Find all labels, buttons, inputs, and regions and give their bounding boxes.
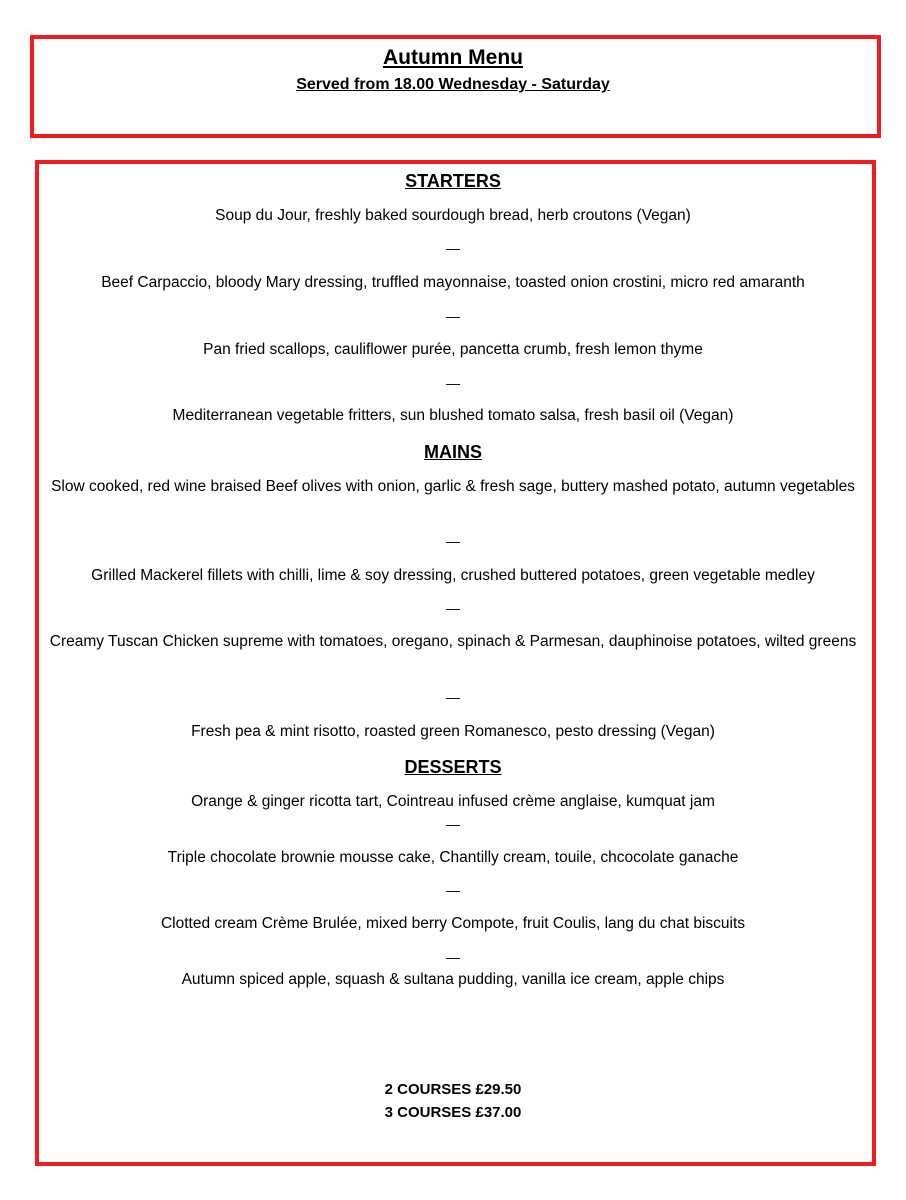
separator: — bbox=[446, 375, 460, 391]
separator: — bbox=[446, 882, 460, 898]
menu-item: Clotted cream Crème Brulée, mixed berry Compote, fruit Coulis, lang du chat biscuits bbox=[160, 915, 746, 932]
separator: — bbox=[446, 533, 460, 549]
menu-item: Pan fried scallops, cauliflower purée, pancetta crumb, fresh lemon thyme bbox=[203, 341, 703, 358]
price-three-courses: 3 COURSES £37.00 bbox=[384, 1104, 522, 1121]
menu-item: Beef Carpaccio, bloody Mary dressing, truffled mayonnaise, toasted onion crostini, micro red amaranth bbox=[101, 274, 805, 291]
separator: — bbox=[446, 600, 460, 616]
section-heading-desserts: DESSERTS bbox=[404, 757, 502, 777]
section-heading-starters: STARTERS bbox=[405, 171, 501, 191]
separator: — bbox=[446, 689, 460, 705]
menu-item: Orange & ginger ricotta tart, Cointreau infused crème anglaise, kumquat jam bbox=[191, 793, 715, 810]
separator: — bbox=[446, 240, 460, 256]
separator: — bbox=[446, 308, 460, 324]
price-two-courses: 2 COURSES £29.50 bbox=[384, 1081, 522, 1098]
menu-item: Triple chocolate brownie mousse cake, Chantilly cream, touile, chcocolate ganache bbox=[167, 849, 739, 866]
separator: — bbox=[446, 816, 460, 832]
menu-title: Autumn Menu bbox=[383, 46, 523, 69]
menu-item: Slow cooked, red wine braised Beef olives with onion, garlic & fresh sage, buttery mashed potato, autumn vegetables bbox=[51, 478, 855, 495]
menu-item: Fresh pea & mint risotto, roasted green Romanesco, pesto dressing (Vegan) bbox=[191, 723, 715, 740]
separator: — bbox=[446, 949, 460, 965]
menu-subtitle: Served from 18.00 Wednesday - Saturday bbox=[296, 76, 610, 93]
menu-item: Grilled Mackerel fillets with chilli, lime & soy dressing, crushed buttered potatoes, green vegetable medley bbox=[91, 567, 815, 584]
section-heading-mains: MAINS bbox=[424, 442, 482, 462]
menu-item: Autumn spiced apple, squash & sultana pudding, vanilla ice cream, apple chips bbox=[181, 971, 725, 988]
menu-item: Mediterranean vegetable fritters, sun blushed tomato salsa, fresh basil oil (Vegan) bbox=[172, 407, 734, 424]
menu-item: Soup du Jour, freshly baked sourdough bread, herb croutons (Vegan) bbox=[215, 207, 691, 224]
menu-item: Creamy Tuscan Chicken supreme with tomatoes, oregano, spinach & Parmesan, dauphinoise potatoes, wilted greens bbox=[49, 633, 857, 650]
